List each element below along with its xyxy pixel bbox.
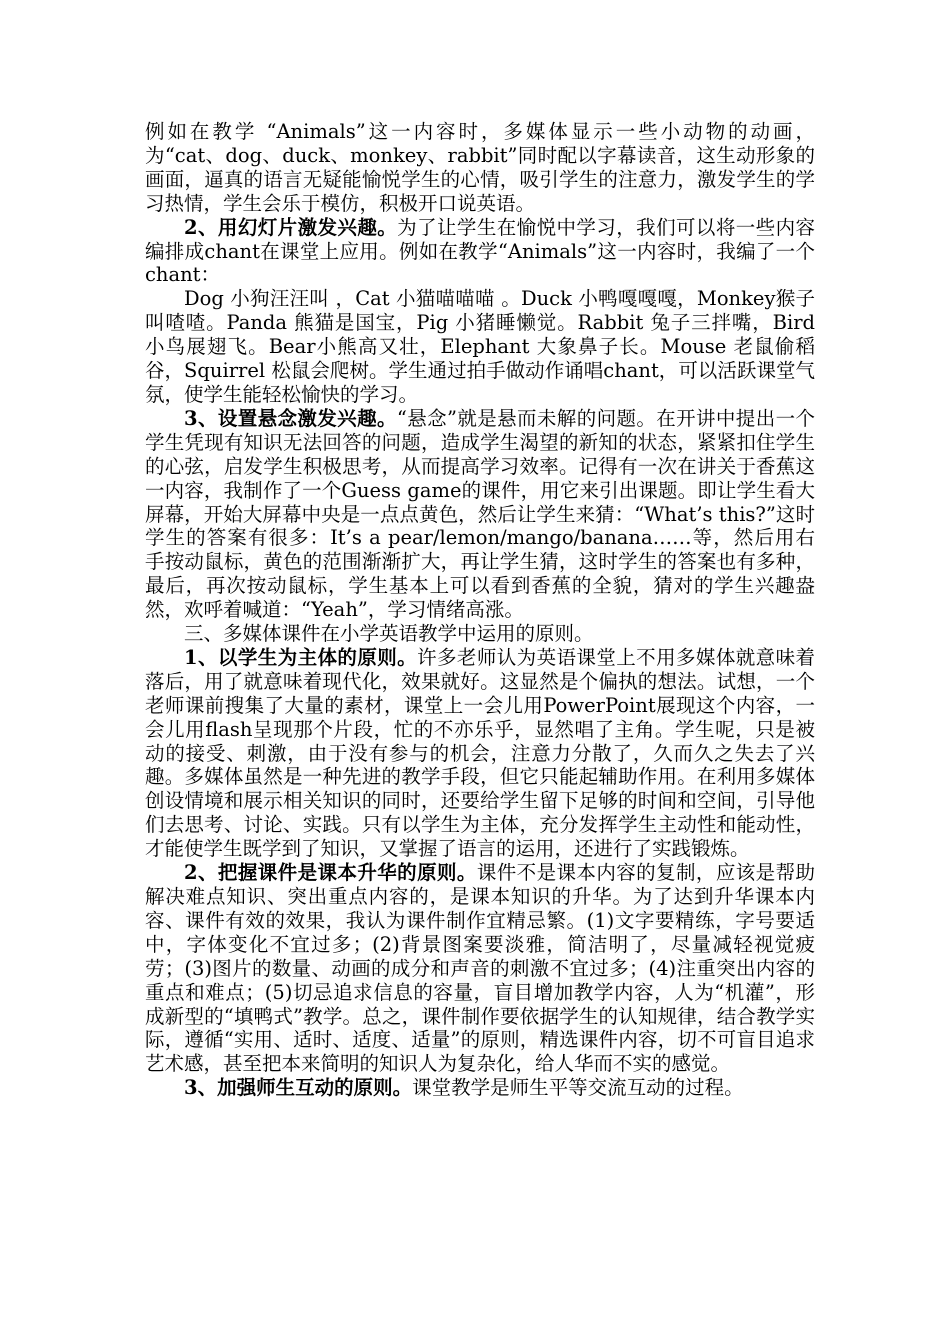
paragraph-bold-lead: 3、设置悬念激发兴趣。 [184, 406, 397, 430]
paragraph-text: 许多老师认为英语课堂上不用多媒体就意味着落后，用了就意味着现代化，效果就好。这显然是个偏执的想法。试想，一个老师课前搜集了大量的素材，课堂上一会儿用PowerPoint展现这个内容，一会儿用flash呈现那个片段，忙的不亦乐乎，显然唱了主角。学生呢，只是被动的接受、刺激，由于没有参与的机会，注意力分散了，久而久之失去了兴趣。多媒体虽然是一种先进的教学手段，但它只能起辅助作用。在利用多媒体创设情境和展示相关知识的同时，还要给学生留下足够的时间和空间，引导他们去思考、讨论、实践。只有以学生为主体，充分发挥学生主动性和能动性，才能使学生既学到了知识，又掌握了语言的运用，还进行了实践锻炼。 [145, 645, 815, 861]
paragraph-chant [145, 287, 815, 407]
paragraph-courseware-sublimation [145, 861, 815, 1076]
paragraph-bold-lead: 1、以学生为主体的原则。 [184, 645, 418, 669]
paragraph-suspense-interest [145, 407, 815, 622]
paragraph-text: Dog 小狗汪汪叫 ，Cat 小猫喵喵喵 。Duck 小鸭嘎嘎嘎，Monkey猴子叫喳喳。Panda 熊猫是国宝，Pig 小猪睡懒觉。Rabbit 兔子三拌嘴，Bird 小鸟展翅飞。Bear小熊高又壮，Elephant 大象鼻子长。Mouse 老鼠偷稻谷，Squirrel 松鼠会爬树。学生通过拍手做动作诵唱chant，可以活跃课堂气氛，使学生能轻松愉快的学习。 [145, 287, 815, 406]
paragraph-text: 课堂教学是师生平等交流互动的过程。 [412, 1076, 744, 1100]
paragraph-student-centered [145, 646, 815, 861]
paragraph-text: 为了让学生在愉悦中学习，我们可以将一些内容编排成chant在课堂上应用。例如在教学“Animals”这一内容时，我编了一个chant： [145, 215, 815, 287]
paragraph-bold-lead: 3、加强师生互动的原则。 [184, 1076, 413, 1100]
paragraph-text: 课件不是课本内容的复制，应该是帮助解决难点知识、突出重点内容的，是课本知识的升华。为了达到升华课本内容、课件有效的效果，我认为课件制作宜精忌繁。(1)文字要精练，字号要适中，字体变化不宜过多；(2)背景图案要淡雅，简洁明了，尽量减轻视觉疲劳；(3)图片的数量、动画的成分和声音的刺激不宜过多；(4)注重突出内容的重点和难点；(5)切忌追求信息的容量，盲目增加教学内容，人为“机灌”，形成新型的“填鸭式”教学。总之，课件制作要依据学生的认知规律，结合教学实际，遵循“实用、适时、适度、适量”的原则，精选课件内容，切不可盲目追求艺术感，甚至把本来简明的知识人为复杂化，给人华而不实的感觉。 [145, 861, 815, 1076]
paragraph-animals-example [145, 120, 815, 216]
paragraph-text: “悬念”就是悬而未解的问题。在开讲中提出一个学生凭现有知识无法回答的问题，造成学生渴望的新知的状态，紧紧扣住学生的心弦，启发学生积极思考，从而提高学习效率。记得有一次在讲关于香蕉这一内容，我制作了一个Guess game的课件，用它来引出课题。即让学生看大屏幕，开始大屏幕中央是一点点黄色，然后让学生来猜：“What’s this?”这时学生的答案有很多：It’s a pear/lemon/mango/banana……等，然后用右手按动鼠标，黄色的范围渐渐扩大，再让学生猜，这时学生的答案也有多种，最后，再次按动鼠标，学生基本上可以看到香蕉的全貌，猜对的学生兴趣盎然，欢呼着喊道：“Yeah”，学习情绪高涨。 [145, 406, 815, 622]
paragraph-text: 例如在教学 “Animals”这一内容时，多媒体显示一些小动物的动画，为“cat、dog、duck、monkey、rabbit”同时配以字幕读音，这生动形象的画面，逼真的语言无疑能愉悦学生的心情，吸引学生的注意力，激发学生的学习热情，学生会乐于模仿，积极开口说英语。 [145, 120, 815, 215]
paragraph-bold-lead: 2、用幻灯片激发兴趣。 [184, 215, 398, 239]
paragraph-teacher-student-interaction [145, 1076, 815, 1100]
paragraph-bold-lead: 2、把握课件是课本升华的原则。 [184, 861, 477, 885]
paragraph-text: 三、多媒体课件在小学英语教学中运用的原则。 [184, 622, 594, 646]
document-body [145, 120, 815, 1100]
paragraph-slideshow-interest [145, 216, 815, 288]
section-heading-principles [145, 622, 815, 646]
